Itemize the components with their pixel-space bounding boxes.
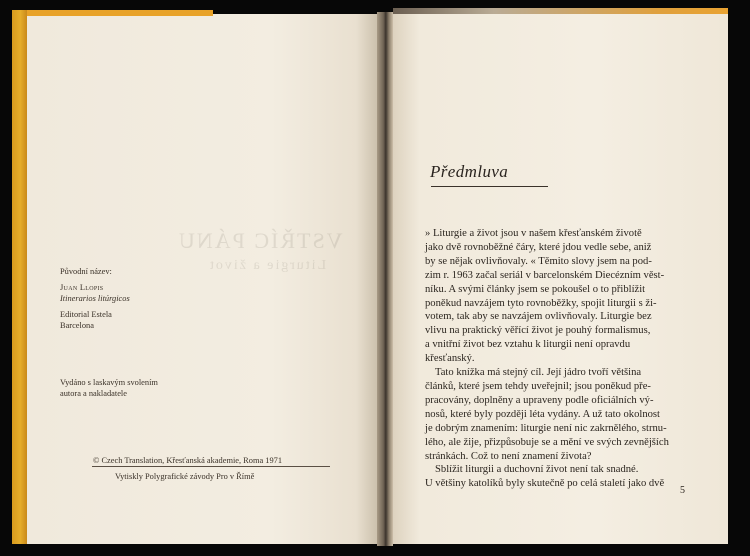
text-line: článků, které jsem tehdy uveřejnil; jsou poněkud pře- [425,380,651,392]
text-line: U většiny katolíků byly skutečně po celá staletí jako dvě [425,478,665,490]
copyright-notice: © Czech Translation, Křesťanská akademie, Roma 1971 [93,456,283,465]
show-through-title: VSTŘÍC PÁNU [177,228,343,253]
text-line: zim r. 1963 začal seriál v barcelonském Diecézním věst- [425,269,665,281]
original-title-label: Původní název: [60,267,112,276]
imprint-original-label [60,266,112,277]
text-line: nosů, které byly později léta vydány. A už tato okolnost [425,408,660,420]
printer-note: Vytiskly Polygrafické závody Pro v Římě [115,472,255,481]
text-line: lého, ale žije, přizpůsobuje se a mění ve svých zevnějších [425,436,669,448]
text-line: Sblížit liturgii a duchovní život není tak snadné. [435,464,639,476]
publisher-city: Barcelona [60,321,94,330]
text-line: křesťanský. [425,353,475,365]
chapter-title: Předmluva [430,162,509,181]
text-line: » Liturgie a život jsou v našem křesťanském životě [425,228,642,239]
preface-text [425,227,693,491]
copyright-rule [92,466,330,467]
imprint-publisher [60,309,112,331]
text-line: vlivu na praktický věřící život je pouhý formalismus, [425,325,651,337]
imprint-original-block [60,282,130,304]
right-top-edge [393,8,728,14]
imprint-permission [60,377,158,399]
cover-top-strip [27,10,213,16]
text-line: votem, tak aby se navzájem ovlivňovaly. Liturgie bez [425,311,652,323]
permission-line-1: Vydáno s laskavým svolením [60,378,158,387]
text-line: Tato knížka má stejný cíl. Její jádro tvoří většina [435,367,642,379]
book-gutter [377,12,393,546]
text-line: a vnitřní život bez vztahu k liturgii není opravdu [425,339,631,351]
text-line: níku. A svými články jsem se pokoušel o to přiblížit [425,283,646,295]
show-through-subtitle: Liturgie a život [208,258,327,273]
original-title: Itinerarios litúrgicos [60,294,130,303]
text-line: by se nějak ovlivňovaly. « Těmito slovy jsem na pod- [425,255,652,267]
text-line: jako dvě rovnoběžné čáry, které jdou vedle sebe, aniž [425,241,652,253]
text-line: je dobrým znamením: liturgie není nic zakrnělého, strnu- [425,422,667,434]
text-line: stránkách. Což to není znamení života? [425,450,592,462]
permission-line-2: autora a nakladatele [60,389,127,398]
original-author: Juan Llopis [60,283,104,292]
cover-edge [12,10,27,544]
publisher-name: Editorial Estela [60,310,112,319]
text-line: pracovány, doplněny a upraveny podle oficiálních vý- [425,394,654,406]
text-line: poněkud navzájem tyto rovnoběžky, spojit liturgii s ži- [425,297,657,309]
chapter-title-rule [431,186,548,187]
page-number: 5 [680,485,685,496]
